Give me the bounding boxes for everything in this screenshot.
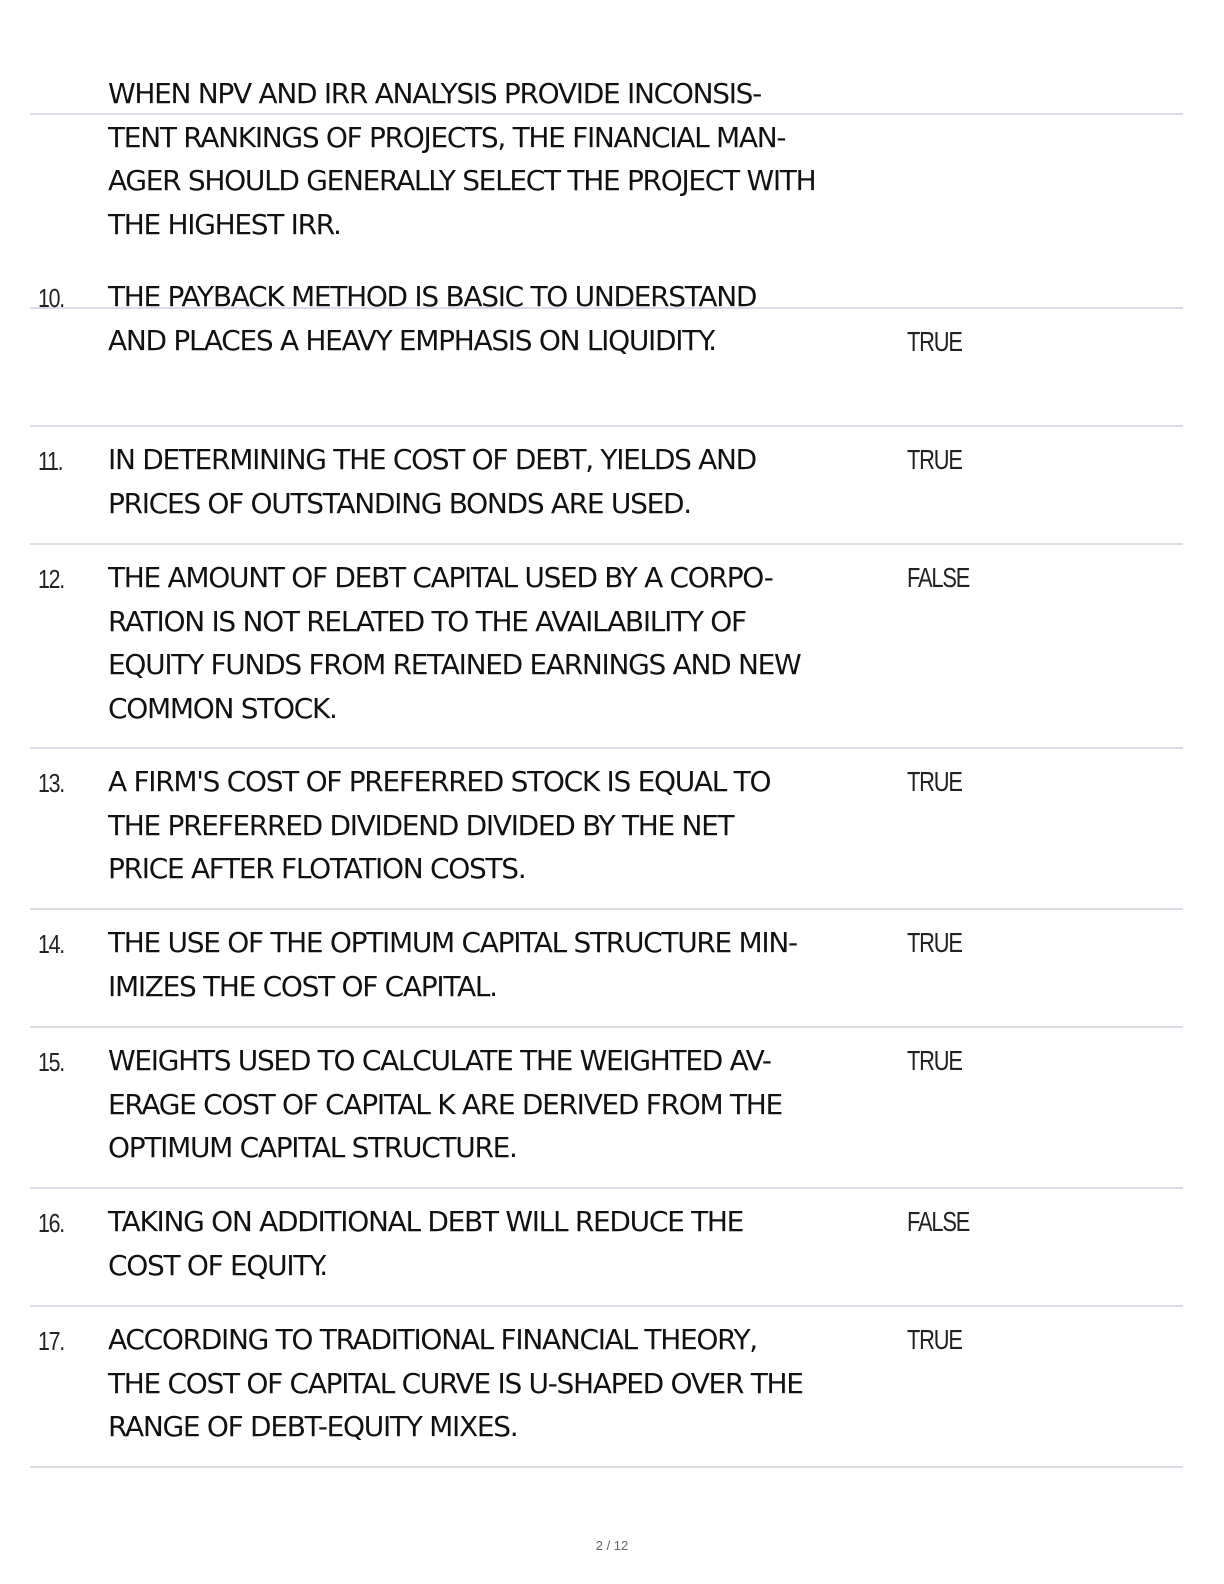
question-line: ERAGE COST OF CAPITAL K ARE DERIVED FROM THE	[108, 1087, 782, 1121]
row-divider	[30, 1026, 1183, 1028]
question-text	[108, 1318, 908, 1449]
question-text	[108, 760, 908, 891]
answer-label: FALSE	[907, 562, 970, 593]
question-line: AGER SHOULD GENERALLY SELECT THE PROJECT WITH	[108, 164, 816, 197]
question-line: COST OF EQUITY.	[108, 1248, 327, 1282]
question-text	[108, 275, 908, 362]
question-line: COMMON STOCK.	[108, 691, 337, 725]
question-line: THE HIGHEST IRR.	[108, 207, 341, 241]
answer-label: TRUE	[907, 444, 962, 475]
question-line: RANGE OF DEBT-EQUITY MIXES.	[108, 1410, 518, 1443]
question-line: IN DETERMINING THE COST OF DEBT, YIELDS AND	[108, 443, 756, 476]
question-line: WHEN NPV AND IRR ANALYSIS PROVIDE INCONSIS-	[108, 77, 761, 110]
question-line: WEIGHTS USED TO CALCULATE THE WEIGHTED AV-	[108, 1044, 771, 1077]
question-line: THE COST OF CAPITAL CURVE IS U-SHAPED OVER THE	[108, 1366, 803, 1400]
row-divider	[30, 1187, 1183, 1189]
question-line: PRICES OF OUTSTANDING BONDS ARE USED.	[108, 486, 691, 520]
question-line: EQUITY FUNDS FROM RETAINED EARNINGS AND NEW	[108, 648, 801, 681]
question-number: 11.	[38, 446, 63, 476]
question-line: THE AMOUNT OF DEBT CAPITAL USED BY A CORPO-	[108, 561, 773, 594]
question-text	[108, 921, 908, 1008]
question-line: RATION IS NOT RELATED TO THE AVAILABILITY OF	[108, 604, 746, 638]
question-number: 12.	[38, 564, 64, 594]
question-text	[108, 72, 908, 246]
answer-label: TRUE	[907, 1324, 962, 1355]
question-line: AND PLACES A HEAVY EMPHASIS ON LIQUIDITY.	[108, 323, 716, 357]
question-number: 10.	[38, 283, 64, 313]
question-line: TENT RANKINGS OF PROJECTS, THE FINANCIAL MAN-	[108, 120, 786, 154]
question-text	[108, 556, 908, 730]
question-text	[108, 438, 908, 525]
row-divider	[30, 1305, 1183, 1307]
question-number: 13.	[38, 768, 64, 798]
answer-label: TRUE	[907, 766, 962, 797]
row-divider	[30, 908, 1183, 910]
question-line: PRICE AFTER FLOTATION COSTS.	[108, 852, 526, 885]
question-line: THE USE OF THE OPTIMUM CAPITAL STRUCTURE MIN-	[108, 926, 797, 959]
question-number: 17.	[38, 1326, 64, 1356]
row-divider	[30, 1466, 1183, 1468]
page-indicator: 2 / 12	[595, 1538, 629, 1553]
question-number: 15.	[38, 1047, 64, 1077]
question-line: TAKING ON ADDITIONAL DEBT WILL REDUCE THE	[108, 1205, 744, 1238]
question-number: 16.	[38, 1208, 64, 1238]
question-line: OPTIMUM CAPITAL STRUCTURE.	[108, 1131, 517, 1164]
question-line: IMIZES THE COST OF CAPITAL.	[108, 969, 497, 1003]
question-line: THE PAYBACK METHOD IS BASIC TO UNDERSTAND	[108, 280, 757, 313]
row-divider	[30, 425, 1183, 427]
answer-label: TRUE	[907, 326, 962, 357]
question-line: THE PREFERRED DIVIDEND DIVIDED BY THE NET	[108, 808, 734, 842]
row-divider	[30, 543, 1183, 545]
answer-label: FALSE	[907, 1206, 970, 1237]
answer-label: TRUE	[907, 927, 962, 958]
question-number: 14.	[38, 929, 64, 959]
question-line: ACCORDING TO TRADITIONAL FINANCIAL THEORY,	[108, 1323, 757, 1356]
answer-label: TRUE	[907, 1045, 962, 1076]
question-text	[108, 1039, 908, 1170]
row-divider	[30, 747, 1183, 749]
question-text	[108, 1200, 908, 1287]
question-line: A FIRM'S COST OF PREFERRED STOCK IS EQUAL TO	[108, 765, 771, 798]
